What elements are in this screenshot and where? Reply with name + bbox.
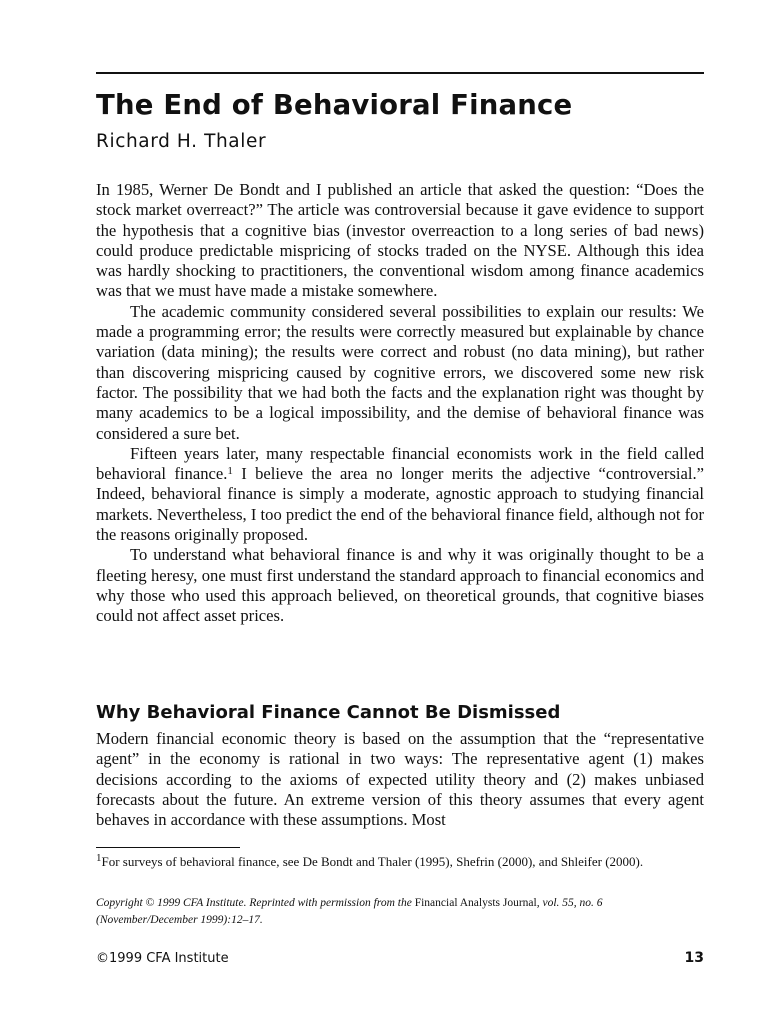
intro-paragraph-4: To understand what behavioral finance is and why it was originally thought to be a fleeting heresy, one must first understand the standard approach to financial economics and why those who used this approach believed, on theoretical grounds, that cognitive biases could not affect asset prices. bbox=[96, 545, 704, 626]
section-body bbox=[96, 729, 704, 830]
footer-copyright: ©1999 CFA Institute bbox=[96, 951, 229, 966]
intro-paragraph-1: In 1985, Werner De Bondt and I published an article that asked the question: “Does the stock market overreact?” The article was controversial because it gave evidence to support the hypothesis that a cognitive bias (investor overreaction to a long series of bad news) could produce predictable mispricing of stocks traded on the NYSE. Although this idea was hardly shocking to practitioners, the conventional wisdom among finance academics was that we must have made a mistake somewhere. bbox=[96, 180, 704, 301]
footnote bbox=[96, 853, 704, 871]
article-title: The End of Behavioral Finance bbox=[96, 89, 573, 121]
top-rule bbox=[96, 72, 704, 74]
journal-name: Financial Analysts Journal bbox=[414, 897, 537, 909]
intro-paragraph-3 bbox=[96, 444, 704, 545]
intro-paragraph-2: The academic community considered several possibilities to explain our results: We made a programming error; the results were correctly measured but explainable by chance variation (data mining); the results were correct and robust (no data mining), but rather than discovering mispricing caused by cognitive errors, we discovered some new risk factor. The possibility that we had both the facts and the explanation right was thought by many academics to be a logical impossibility, and the demise of behavioral finance was considered a sure bet. bbox=[96, 301, 704, 443]
intro-paragraph-3-end: I believe the area no longer merits the adjective “controversial.” Indeed, behavioral finance is simply a moderate, agnostic approach to studying financial markets. Nevertheless, I too predict the end of the behavioral finance field, although not for the reasons originally proposed. bbox=[96, 464, 704, 545]
section-paragraph-1: Modern financial economic theory is based on the assumption that the “representative agent” in the economy is rational in two ways: The representative agent (1) makes decisions according to the axioms of expected utility theory and (2) makes unbiased forecasts about the future. An extreme version of this theory assumes that every agent behaves in accordance with these assumptions. Most bbox=[96, 729, 704, 830]
article-author: Richard H. Thaler bbox=[96, 131, 267, 152]
footnote-marker: 1 bbox=[96, 852, 102, 864]
footnote-rule bbox=[96, 847, 240, 848]
page-number: 13 bbox=[684, 950, 704, 966]
copyright-note-part1: Copyright © 1999 CFA Institute. Reprinted with permission from the bbox=[96, 897, 415, 909]
footnote-reference[interactable]: 1 bbox=[227, 465, 233, 478]
footnote-text: For surveys of behavioral finance, see De Bondt and Thaler (1995), Shefrin (2000), and Shleifer (2000). bbox=[101, 854, 644, 869]
section-heading: Why Behavioral Finance Cannot Be Dismissed bbox=[96, 702, 561, 723]
copyright-note bbox=[96, 895, 704, 929]
intro-paragraph-3-start: Fifteen years later, many respectable financial economists work in the field called behavioral finance. bbox=[96, 443, 704, 484]
intro-body bbox=[96, 180, 704, 627]
copyright-note-part2: , vol. 55, no. 6 (November/December 1999):12–17. bbox=[96, 897, 603, 926]
